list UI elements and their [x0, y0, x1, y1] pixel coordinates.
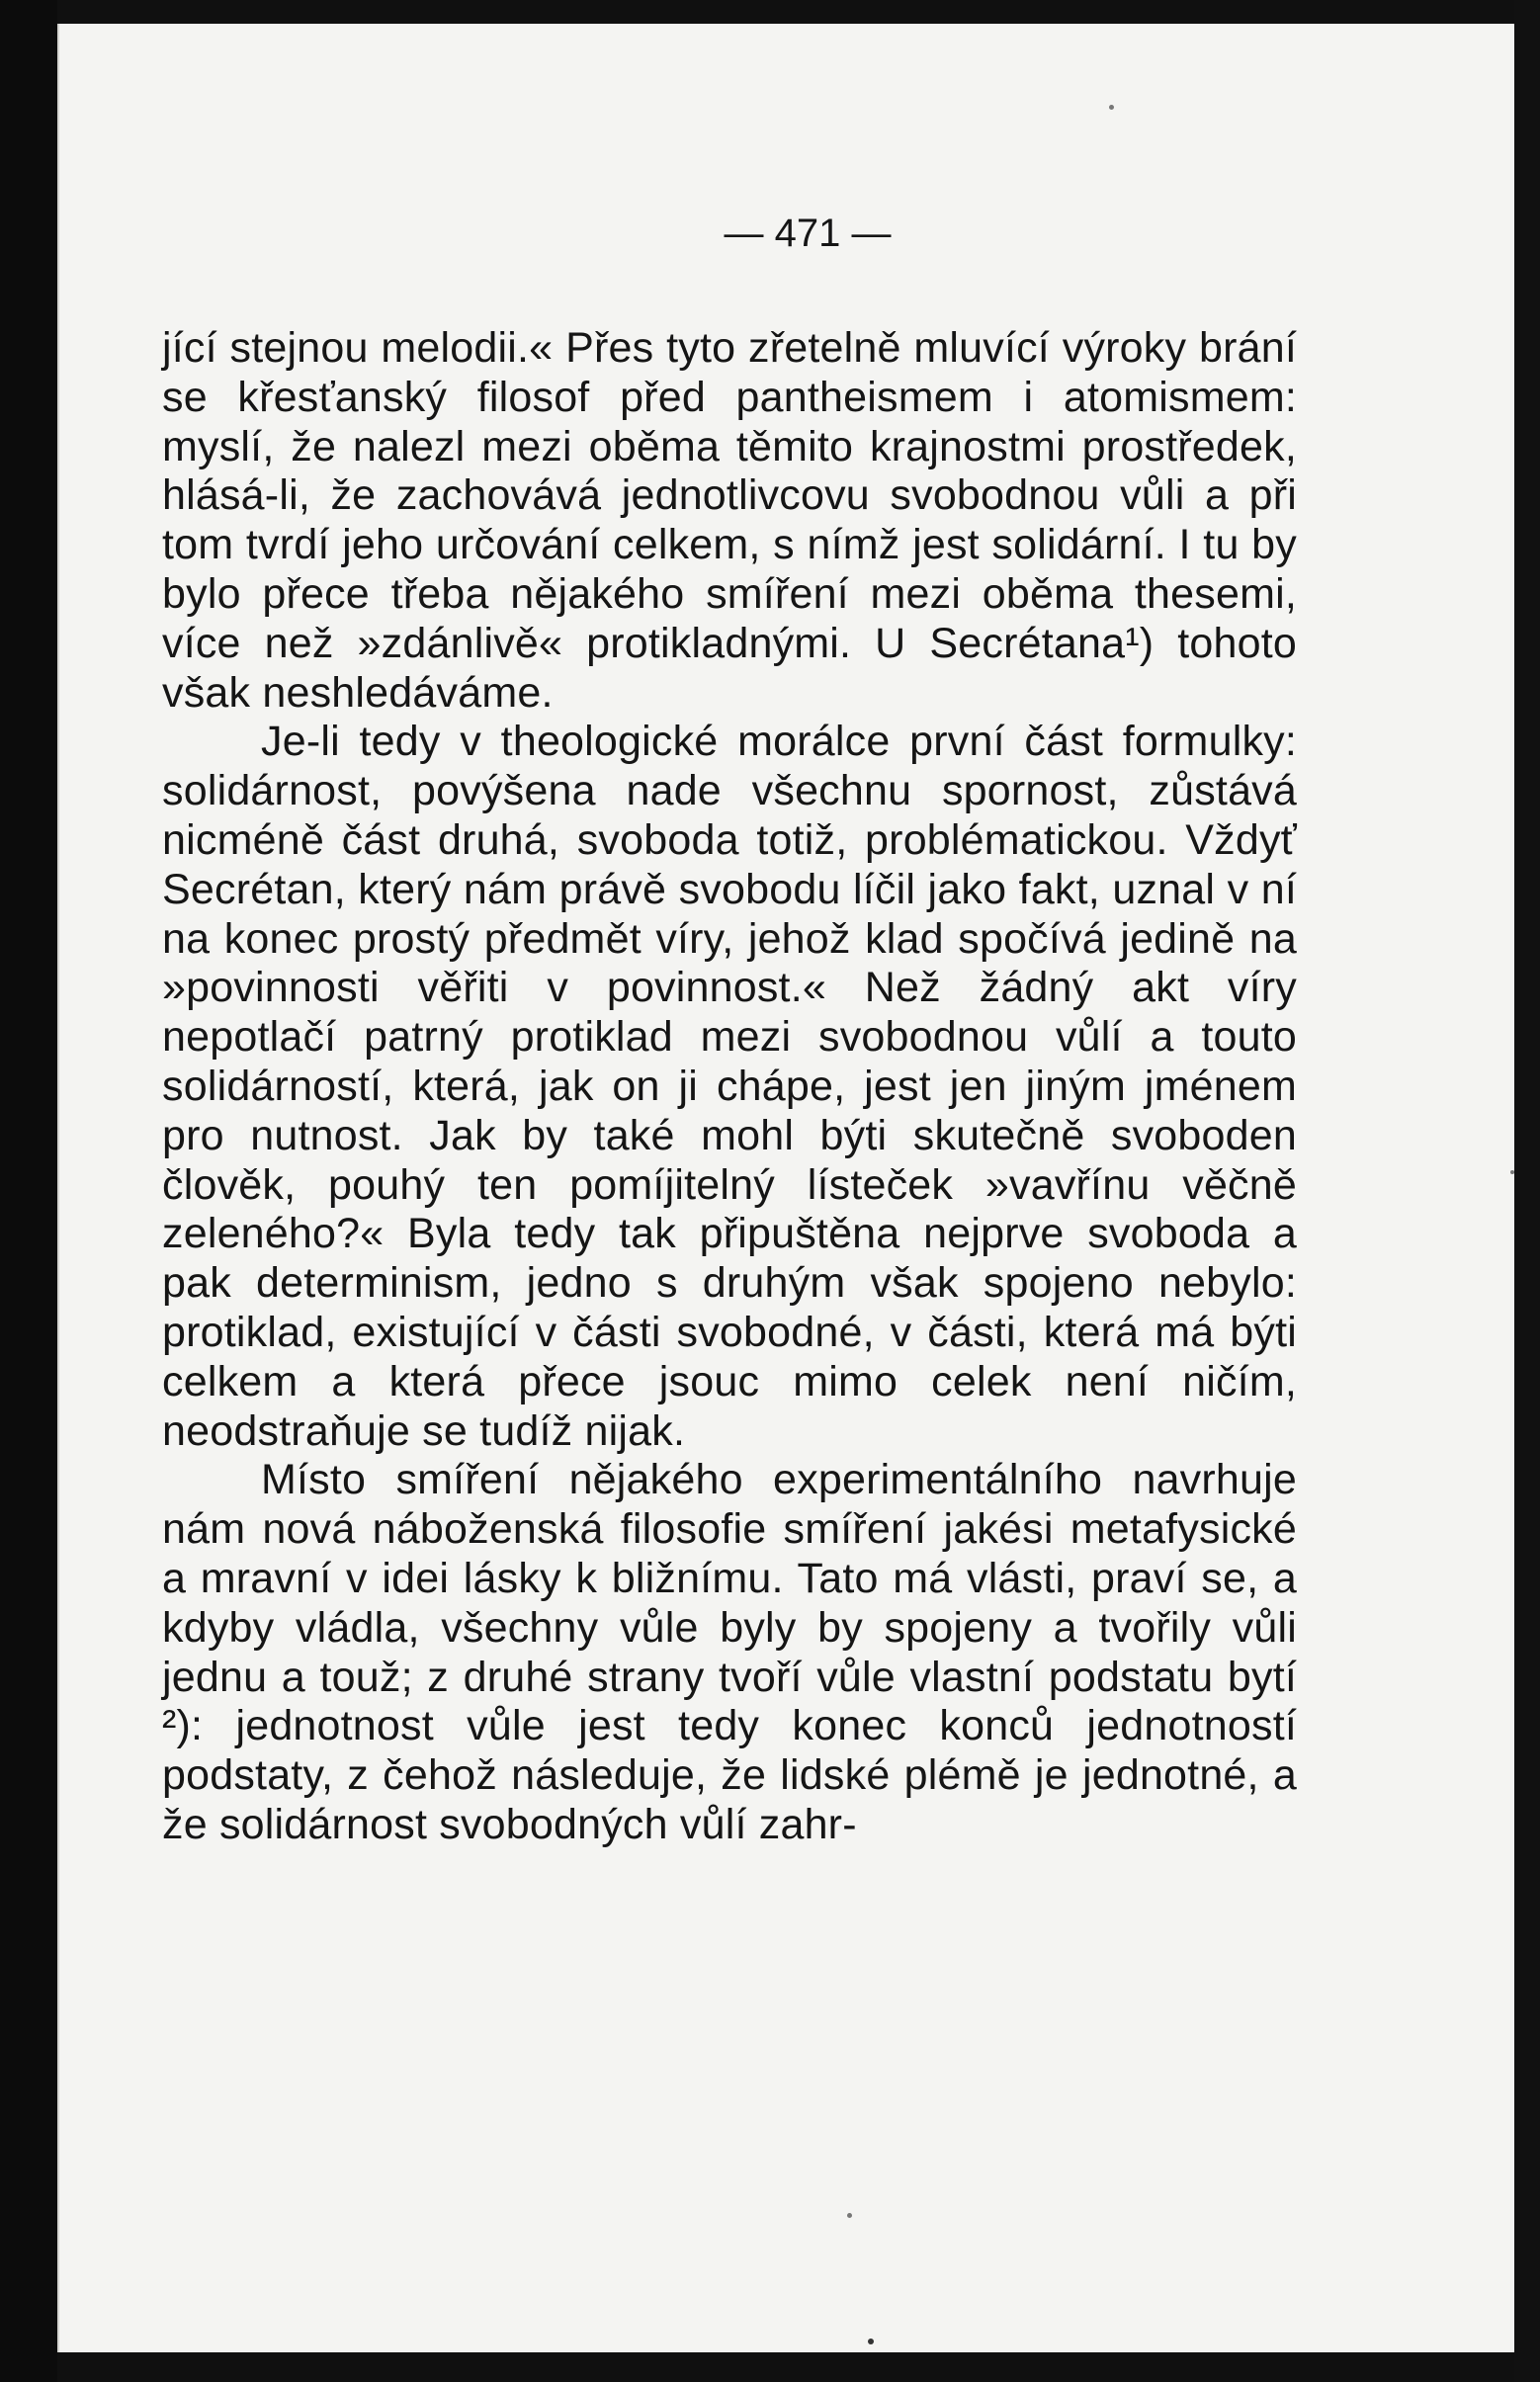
page-number: — 471 —	[724, 212, 892, 255]
scan-speck	[868, 2339, 874, 2344]
body-text	[162, 324, 1297, 1850]
scan-speck	[847, 2213, 852, 2218]
paragraph: jící stejnou melodii.« Přes tyto zřetelně mluvící výroky brání se křesťanský filosof před pantheismem i atomismem: myslí, že nalezl mezi oběma těmito krajnostmi prostředek, hlásá-li, že zachovává jednotlivcovu svobodnou vůli a při tom tvrdí jeho určování celkem, s nímž jest solidární. I tu by bylo přece třeba nějakého smíření mezi oběma thesemi, více než »zdánlivě« protikladnými. U Secrétana¹) tohoto však neshledáváme.	[162, 324, 1297, 717]
book-page	[57, 24, 1514, 2352]
scan-left-border	[0, 0, 57, 2382]
paragraph: Místo smíření nějakého experimentálního navrhuje nám nová náboženská filosofie smíření jakési metafysické a mravní v idei lásky k bližnímu. Tato má vlásti, praví se, a kdyby vládla, všechny vůle byly by spojeny a tvořily vůli jednu a touž; z druhé strany tvoří vůle vlastní podstatu bytí ²): jednotnost vůle jest tedy konec konců jednotností podstaty, z čehož následuje, že lidské plémě je jednotné, a že solidárnost svobodných vůlí zahr-	[162, 1456, 1297, 1848]
scan-right-border	[1514, 0, 1540, 2382]
scan-speck	[1109, 105, 1114, 110]
paragraph: Je-li tedy v theologické morálce první část formulky: solidárnost, povýšena nade všechnu spornost, zůstává nicméně část druhá, svoboda totiž, problématickou. Vždyť Secrétan, který nám právě svobodu líčil jako fakt, uznal v ní na konec prostý předmět víry, jehož klad spočívá jedině na »povinnosti věřiti v povinnost.« Než žádný akt víry nepotlačí patrný protiklad mezi svobodnou vůlí a touto solidárností, která, jak on ji chápe, jest jen jiným jménem pro nutnost. Jak by také mohl býti skutečně svoboden člověk, pouhý ten pomíjitelný lísteček »vavřínu věčně zeleného?« Byla tedy tak připuštěna nejprve svoboda a pak determinism, jedno s druhým však spojeno nebylo: protiklad, existující v části svobodné, v části, která má býti celkem a která přece jsouc mimo celek není ničím, neodstraňuje se tudíž nijak.	[162, 718, 1297, 1455]
scan-speck	[1510, 1170, 1514, 1174]
